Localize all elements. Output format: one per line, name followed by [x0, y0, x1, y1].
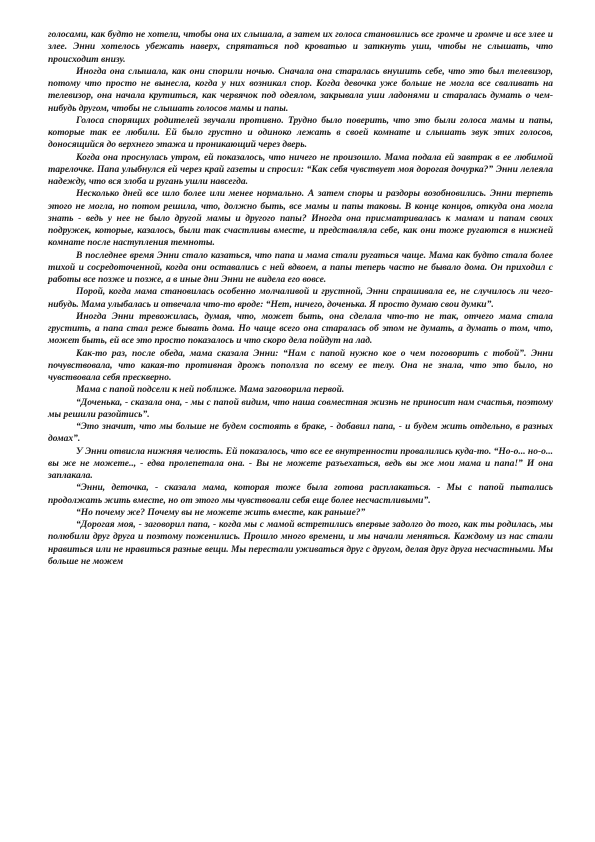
- paragraph-13: У Энни отвисла нижняя челюсть. Ей показалось, что все ее внутренности провалились куда-то. “Но-о... но-о... вы же не можете.., - едва пролепетала она. - Вы не можете разъехаться, ведь вы же мои мама и папа!” И она заплакала.: [48, 446, 553, 481]
- paragraph-3: Голоса спорящих родителей звучали противно. Трудно было поверить, что это были голоса мамы и папы, которые так ее любили. Ей было грустно и одиноко лежать в своей комнате и слышать звук этих голосов, доносящийся до верхнего этажа и проникающий через дверь.: [48, 115, 553, 151]
- paragraph-12: “Это значит, что мы больше не будем состоять в браке, - добавил папа, - и будем жить отдельно, в разных домах”.: [48, 422, 553, 445]
- paragraph-10: Мама с папой подсели к ней поближе. Мама заговорила первой.: [76, 385, 345, 396]
- paragraph-11: “Доченька, - сказала она, - мы с папой видим, что наша совместная жизнь не приносит нам счастья, поэтому мы решили разойтись”.: [48, 397, 553, 420]
- paragraph-6: В последнее время Энни стало казаться, что папа и мама стали ругаться чаще. Мама как будто стала более тихой и сосредоточенной, когда они оставались с ней вдвоем, а папы теперь часто не бывало дома. Он приходил с работы все позже и позже, а в иные дни Энни не видела его вовсе.: [48, 250, 553, 285]
- paragraph-4: Когда она проснулась утром, ей показалось, что ничего не произошло. Мама подала ей завтрак в ее любимой тарелочке. Папа улыбнулся ей через край газеты и спросил: “Как себя чувствует моя дорогая дочурка?” Энни лелеяла надежду, что вся злоба и ругань ушли навсегда.: [48, 152, 553, 187]
- paragraph-15: “Но почему же? Почему вы не можете жить вместе, как раньше?”: [76, 507, 366, 518]
- document-page: [48, 29, 553, 568]
- paragraph-1: голосами, как будто не хотели, чтобы она их слышала, а затем их голоса становились все громче и громче и все злее и злее. Энни хотелось убежать наверх, спрятаться под кроватью и заткнуть уши, чтобы не слышать, что происходит внизу.: [48, 30, 553, 65]
- paragraph-9: Как-то раз, после обеда, мама сказала Энни: “Нам с папой нужно кое о чем поговорить с тобой”. Энни почувствовала, что какая-то противная дрожь поползла по всему ее телу. Она не знала, что это было, но чувствовала себя прескверно.: [48, 348, 553, 383]
- paragraph-7: Порой, когда мама становилась особенно молчаливой и грустной, Энни спрашивала ее, не случилось ли чего-нибудь. Мама улыбалась и отвечала что-то вроде: “Нет, ничего, доченька. Я просто думаю свои думки”.: [48, 287, 553, 310]
- paragraph-16: “Дорогая моя, - заговорил папа, - когда мы с мамой встретились впервые задолго до того, как ты родилась, мы полюбили друг друга и поэтому поженились. Прошло много времени, и мы начали меняться. Каждому из нас стали нравиться или не нравиться разные вещи. Мы перестали уживаться друг с другом, делая друг друга несчастными. Мы больше не можем: [48, 520, 553, 567]
- paragraph-5: Несколько дней все шло более или менее нормально. А затем споры и раздоры возобновились. Энни терпеть этого не могла, но потом решила, что, должно быть, все мамы и папы таковы. В конце концов, откуда она могла знать - ведь у нее не было другой мамы и другого папы? Иногда она присматривалась к мамам и папам своих подружек, которые, казалось, были так счастливы вместе, и представляла себе, как они тоже ругаются в нижней комнате после наступления темноты.: [48, 189, 553, 249]
- paragraph-2: Иногда она слышала, как они спорили ночью. Сначала она старалась внушить себе, что это был телевизор, потому что просто не вынесла, когда у них возникал спор. Когда девочка уже больше не могла все сваливать на телевизор, она начала крутиться, как червячок под одеялом, закрывала уши ладонями и старалась думать о чем-нибудь другом, чтобы не слышать голосов мамы и папы.: [48, 66, 553, 114]
- paragraph-14: “Энни, деточка, - сказала мама, которая тоже была готова расплакаться. - Мы с папой пытались продолжать жить вместе, но от этого мы чувствовали себя еще более несчастливыми”.: [48, 483, 553, 506]
- paragraph-8: Иногда Энни тревожилась, думая, что, может быть, она сделала что-то не так, отчего мама стала грустить, а папа стал реже бывать дома. Но чаще всего она старалась об этом не думать, а думать о том, что, может быть, ей все это просто показалось и что скоро дела пойдут на лад.: [48, 311, 553, 347]
